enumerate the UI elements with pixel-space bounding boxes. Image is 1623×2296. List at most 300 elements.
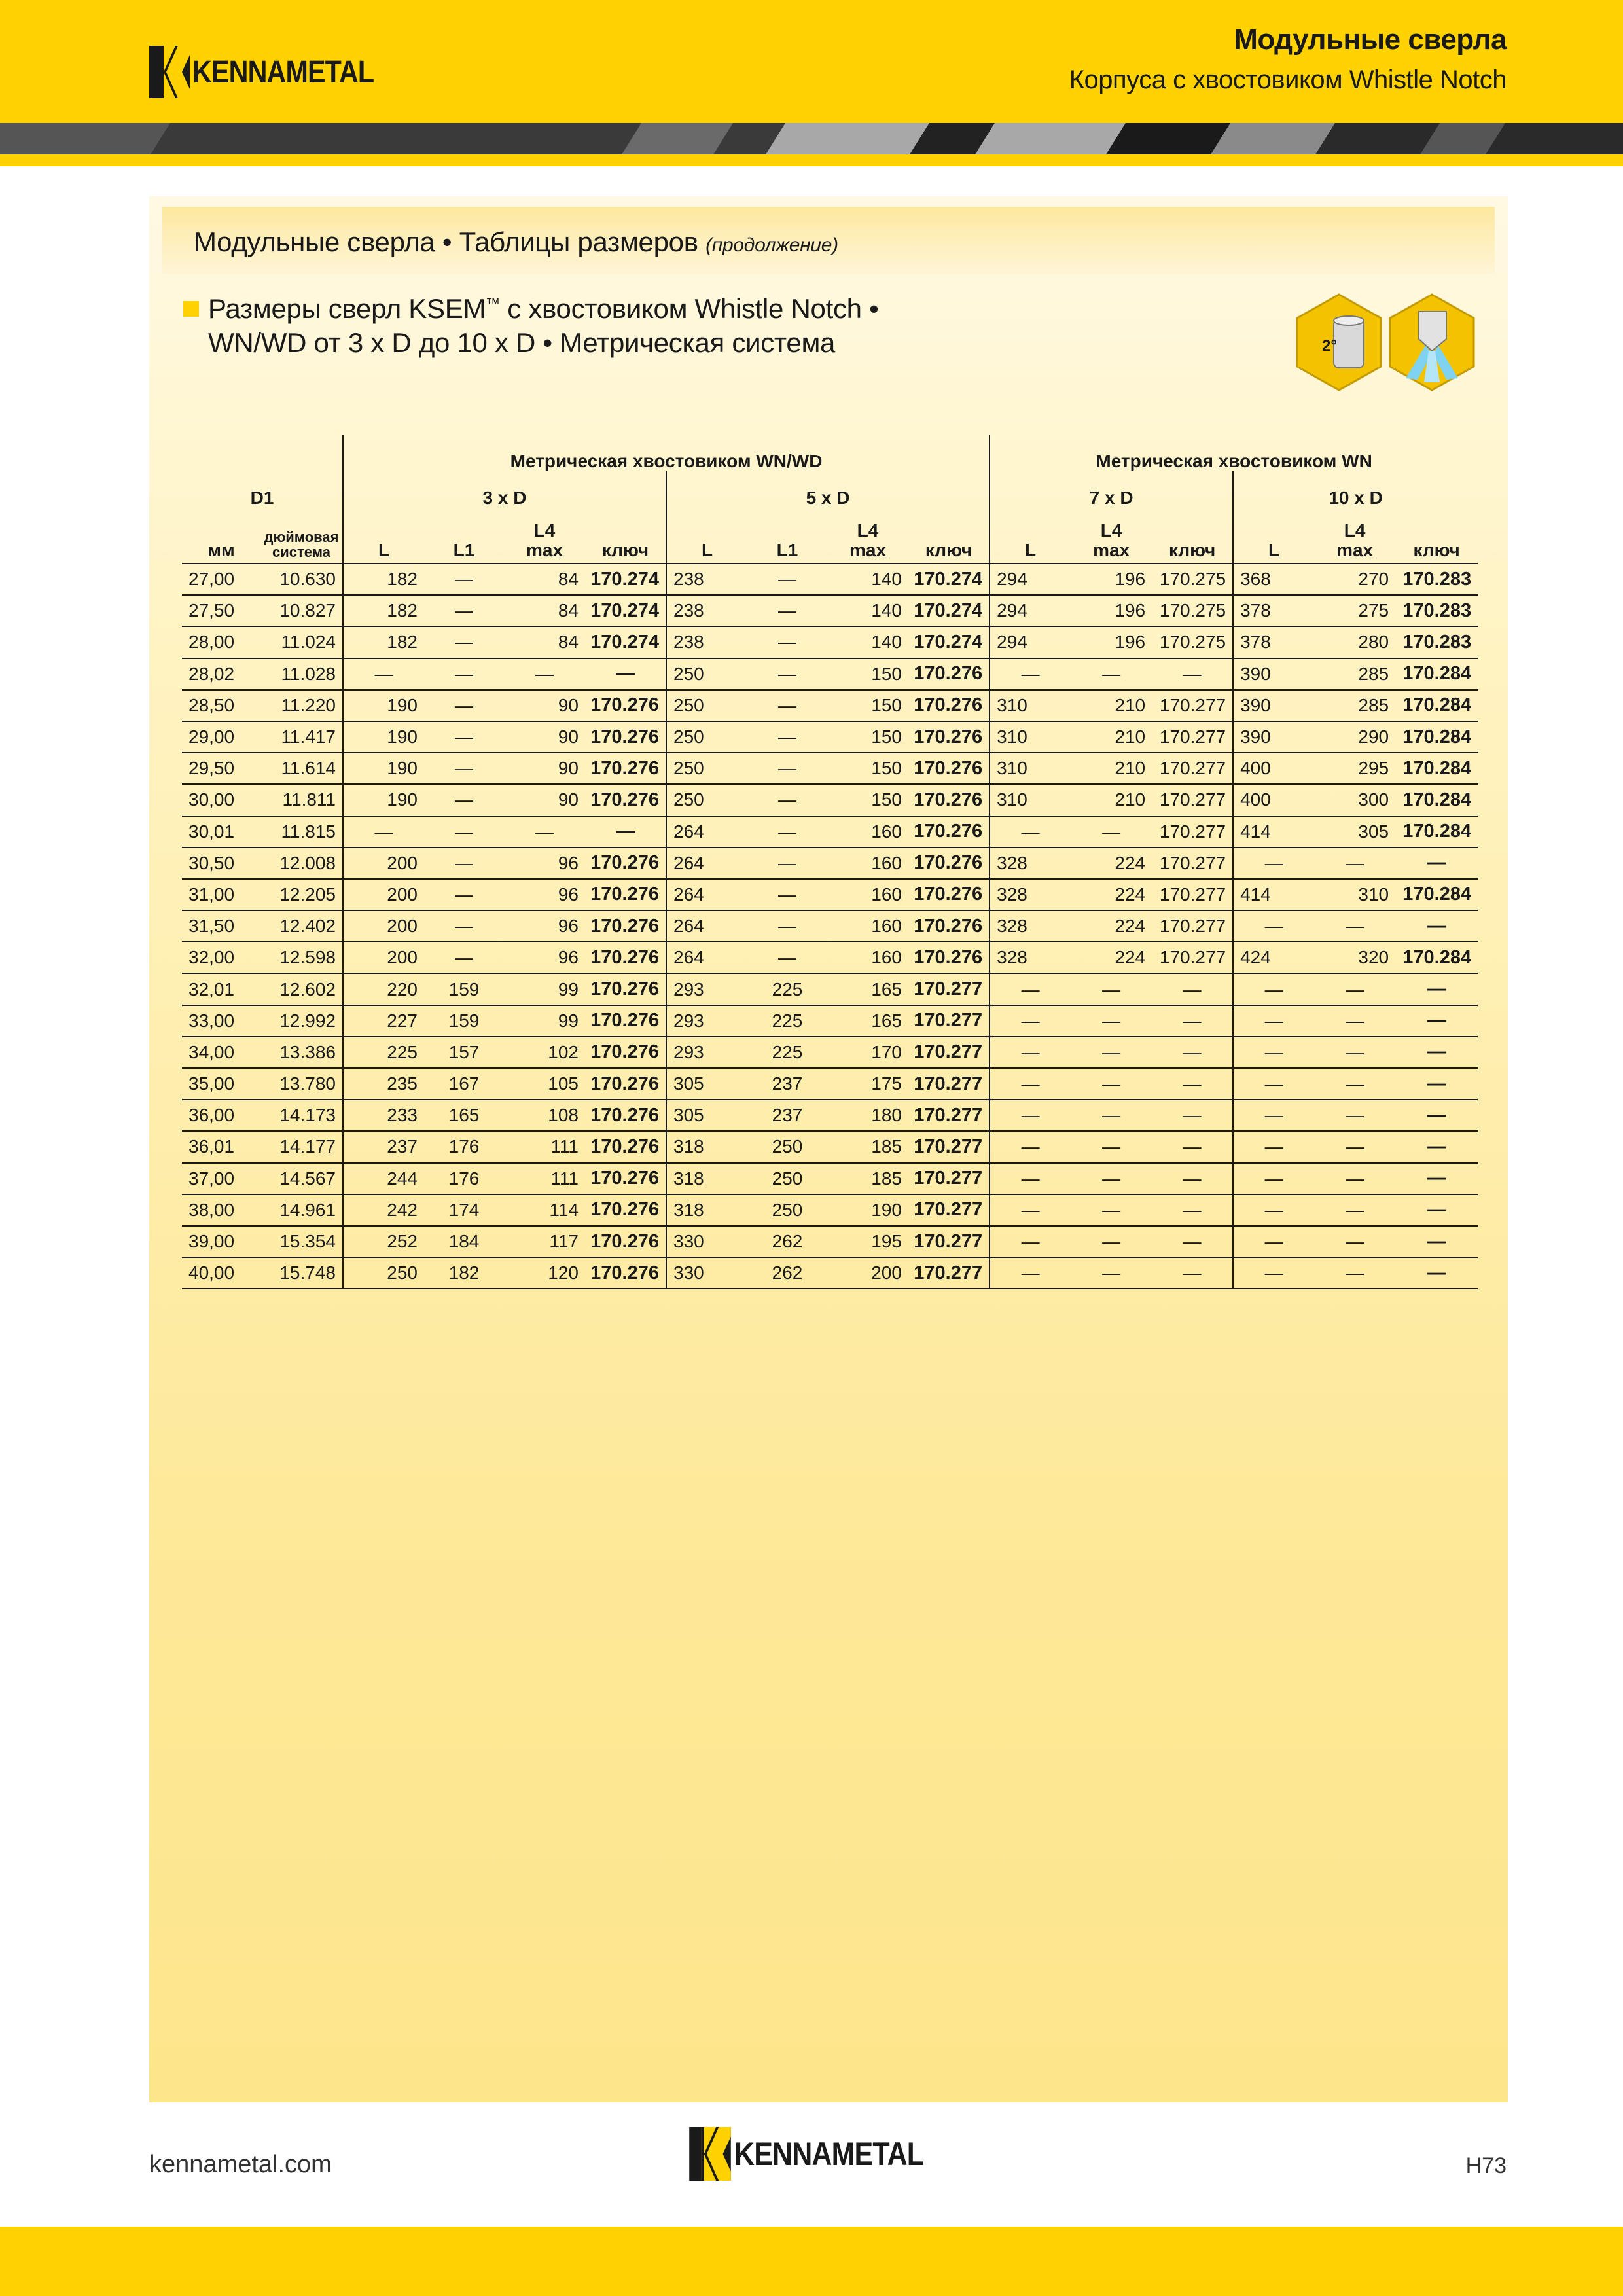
- col-7xd-L: L: [990, 508, 1071, 564]
- table-cell: —: [747, 721, 827, 753]
- table-cell: 31,00: [182, 879, 260, 910]
- table-cell: 111: [504, 1131, 585, 1162]
- table-cell: 196: [1071, 564, 1152, 595]
- table-cell: 225: [343, 1037, 424, 1068]
- table-cell: —: [1152, 1037, 1233, 1068]
- table-cell: 285: [1314, 690, 1395, 721]
- col-7xd-key: ключ: [1152, 508, 1233, 564]
- kennametal-logo: [149, 46, 403, 98]
- table-cell: 170: [827, 1037, 908, 1068]
- table-cell: —: [990, 1257, 1071, 1289]
- table-cell: 185: [827, 1163, 908, 1194]
- table-cell: —: [1071, 973, 1152, 1005]
- table-cell: 293: [666, 973, 747, 1005]
- col-inch-line1: дюймовая: [264, 528, 339, 545]
- table-cell: 414: [1233, 816, 1314, 848]
- table-row: [182, 721, 1478, 753]
- table-cell: 170.276: [908, 910, 990, 942]
- table-cell: 150: [827, 753, 908, 784]
- table-cell: 225: [747, 1005, 827, 1037]
- table-cell: 170.276: [585, 1131, 666, 1162]
- table-cell: 15.748: [260, 1257, 343, 1289]
- table-cell: —: [424, 721, 504, 753]
- table-cell: —: [1071, 1163, 1152, 1194]
- table-cell: —: [990, 658, 1071, 690]
- table-cell: 170.277: [908, 1257, 990, 1289]
- table-cell: —: [990, 1068, 1071, 1100]
- table-cell: 225: [747, 1037, 827, 1068]
- table-cell: —: [1071, 1100, 1152, 1131]
- table-cell: 170.276: [585, 879, 666, 910]
- table-cell: 12.602: [260, 973, 343, 1005]
- table-cell: 28,02: [182, 658, 260, 690]
- col-5xd-L: L: [666, 508, 747, 564]
- table-cell: 28,00: [182, 626, 260, 658]
- group-wnwd-header: Метрическая хвостовиком WN/WD: [343, 435, 990, 471]
- table-cell: 170.276: [908, 721, 990, 753]
- table-cell: —: [747, 942, 827, 973]
- table-cell: 170.284: [1395, 784, 1478, 816]
- 7xd-header: 7 x D: [990, 471, 1233, 508]
- table-cell: 318: [666, 1163, 747, 1194]
- table-cell: —: [1071, 816, 1152, 848]
- table-cell: 238: [666, 595, 747, 626]
- table-row: [182, 1163, 1478, 1194]
- table-cell: —: [343, 816, 424, 848]
- table-cell: 170.276: [585, 1068, 666, 1100]
- table-cell: 90: [504, 721, 585, 753]
- table-cell: 27,00: [182, 564, 260, 595]
- table-cell: 170.276: [908, 753, 990, 784]
- table-cell: 224: [1071, 910, 1152, 942]
- table-cell: —: [1395, 1068, 1478, 1100]
- table-cell: 250: [747, 1194, 827, 1226]
- header-stripe-accent: [0, 154, 1623, 166]
- col-L4-label: L4: [533, 520, 556, 541]
- table-cell: —: [585, 658, 666, 690]
- table-cell: —: [1395, 1163, 1478, 1194]
- table-cell: 170.277: [1152, 910, 1233, 942]
- table-cell: —: [504, 658, 585, 690]
- table-cell: 328: [990, 942, 1071, 973]
- table-cell: 182: [343, 626, 424, 658]
- table-cell: —: [747, 658, 827, 690]
- table-cell: 238: [666, 564, 747, 595]
- table-cell: —: [1395, 1257, 1478, 1289]
- table-cell: 233: [343, 1100, 424, 1131]
- page-header: [0, 0, 1623, 123]
- table-cell: —: [990, 1194, 1071, 1226]
- header-row-columns: [182, 508, 1478, 564]
- table-cell: —: [1071, 658, 1152, 690]
- table-cell: 11.614: [260, 753, 343, 784]
- table-cell: —: [1314, 910, 1395, 942]
- table-cell: —: [1152, 1131, 1233, 1162]
- table-row: [182, 973, 1478, 1005]
- table-row: [182, 942, 1478, 973]
- table-cell: 238: [666, 626, 747, 658]
- table-cell: —: [424, 784, 504, 816]
- table-cell: 330: [666, 1226, 747, 1257]
- table-cell: 29,50: [182, 753, 260, 784]
- table-cell: 96: [504, 942, 585, 973]
- table-cell: 14.961: [260, 1194, 343, 1226]
- table-cell: 90: [504, 784, 585, 816]
- table-cell: 31,50: [182, 910, 260, 942]
- table-cell: —: [1314, 973, 1395, 1005]
- table-cell: 200: [343, 942, 424, 973]
- table-cell: 294: [990, 595, 1071, 626]
- table-row: [182, 1226, 1478, 1257]
- table-cell: 170.277: [1152, 879, 1233, 910]
- table-cell: 37,00: [182, 1163, 260, 1194]
- table-cell: 264: [666, 816, 747, 848]
- header-stripe: [0, 123, 1623, 154]
- table-cell: 174: [424, 1194, 504, 1226]
- table-cell: —: [424, 690, 504, 721]
- table-cell: —: [747, 784, 827, 816]
- table-cell: —: [1071, 1194, 1152, 1226]
- table-cell: 84: [504, 564, 585, 595]
- table-cell: 190: [343, 784, 424, 816]
- table-cell: 140: [827, 564, 908, 595]
- table-cell: 170.277: [1152, 690, 1233, 721]
- table-cell: —: [1233, 848, 1314, 879]
- d1-header: D1: [250, 487, 274, 508]
- svg-text:2°: 2°: [1322, 337, 1337, 355]
- table-cell: 368: [1233, 564, 1314, 595]
- table-cell: —: [343, 658, 424, 690]
- table-cell: —: [1233, 910, 1314, 942]
- table-cell: —: [1314, 1005, 1395, 1037]
- table-row: [182, 816, 1478, 848]
- table-cell: 170.284: [1395, 690, 1478, 721]
- table-cell: 264: [666, 910, 747, 942]
- table-cell: —: [747, 910, 827, 942]
- table-cell: 117: [504, 1226, 585, 1257]
- table-body: [182, 564, 1478, 1289]
- table-cell: 29,00: [182, 721, 260, 753]
- table-cell: 182: [424, 1257, 504, 1289]
- table-cell: 328: [990, 910, 1071, 942]
- table-row: [182, 848, 1478, 879]
- table-cell: 170.276: [908, 848, 990, 879]
- table-cell: 170.276: [585, 690, 666, 721]
- table-cell: 170.276: [585, 753, 666, 784]
- header-row-groups: [182, 435, 1478, 471]
- table-row: [182, 1194, 1478, 1226]
- table-cell: 150: [827, 721, 908, 753]
- footer-url[interactable]: kennametal.com: [149, 2151, 332, 2178]
- col-10xd-L4: [1314, 508, 1395, 564]
- table-cell: —: [990, 816, 1071, 848]
- col-max-label: max: [849, 539, 887, 560]
- 10xd-header: 10 x D: [1233, 471, 1478, 508]
- table-cell: 235: [343, 1068, 424, 1100]
- table-cell: 11.024: [260, 626, 343, 658]
- dimensions-table-wrapper: [182, 435, 1478, 1289]
- dimensions-table: [182, 435, 1478, 1289]
- table-cell: —: [747, 690, 827, 721]
- table-cell: 250: [666, 690, 747, 721]
- table-row: [182, 564, 1478, 595]
- table-cell: 310: [990, 784, 1071, 816]
- table-cell: 30,50: [182, 848, 260, 879]
- table-cell: 160: [827, 816, 908, 848]
- table-cell: —: [1152, 1226, 1233, 1257]
- table-cell: —: [990, 1131, 1071, 1162]
- table-cell: 170.276: [908, 690, 990, 721]
- col-max-label: max: [526, 539, 563, 560]
- table-cell: 10.630: [260, 564, 343, 595]
- header-row-multiples: [182, 471, 1478, 508]
- table-cell: 210: [1071, 690, 1152, 721]
- table-cell: 190: [343, 721, 424, 753]
- blank-corner: [182, 435, 343, 471]
- table-cell: 160: [827, 879, 908, 910]
- table-cell: 310: [990, 753, 1071, 784]
- table-cell: —: [1314, 1100, 1395, 1131]
- table-cell: 220: [343, 973, 424, 1005]
- table-cell: 160: [827, 848, 908, 879]
- table-cell: 184: [424, 1226, 504, 1257]
- table-cell: 170.275: [1152, 595, 1233, 626]
- table-cell: 196: [1071, 626, 1152, 658]
- col-10xd-L: L: [1233, 508, 1314, 564]
- table-cell: 170.274: [908, 626, 990, 658]
- table-cell: —: [747, 816, 827, 848]
- table-cell: 294: [990, 626, 1071, 658]
- kennametal-k-mark-icon: [149, 46, 190, 98]
- heading-line-1: [208, 293, 878, 325]
- table-cell: 170.276: [585, 1005, 666, 1037]
- table-cell: 170.277: [908, 1226, 990, 1257]
- table-cell: 170.284: [1395, 753, 1478, 784]
- table-cell: 170.277: [1152, 784, 1233, 816]
- table-cell: 170.277: [1152, 816, 1233, 848]
- table-cell: 190: [343, 690, 424, 721]
- table-cell: 250: [747, 1163, 827, 1194]
- table-cell: —: [747, 595, 827, 626]
- heading-bullet-icon: [183, 301, 199, 317]
- table-row: [182, 595, 1478, 626]
- col-3xd-L1: L1: [424, 508, 504, 564]
- table-cell: 424: [1233, 942, 1314, 973]
- table-cell: 264: [666, 879, 747, 910]
- col-L4-label: L4: [1344, 520, 1366, 541]
- table-cell: 170.283: [1395, 564, 1478, 595]
- table-cell: 39,00: [182, 1226, 260, 1257]
- table-cell: —: [1233, 1257, 1314, 1289]
- decorative-stripe-pattern: [0, 123, 1623, 154]
- table-cell: 378: [1233, 595, 1314, 626]
- table-cell: 13.386: [260, 1037, 343, 1068]
- table-row: [182, 1257, 1478, 1289]
- table-cell: —: [1071, 1037, 1152, 1068]
- table-cell: 176: [424, 1131, 504, 1162]
- table-cell: 105: [504, 1068, 585, 1100]
- table-cell: 170.276: [585, 721, 666, 753]
- table-cell: 262: [747, 1257, 827, 1289]
- table-cell: 12.598: [260, 942, 343, 973]
- table-cell: 210: [1071, 721, 1152, 753]
- header-subtitle: Корпуса с хвостовиком Whistle Notch: [1069, 65, 1507, 94]
- table-cell: —: [1152, 1068, 1233, 1100]
- table-cell: 182: [343, 564, 424, 595]
- table-cell: 305: [1314, 816, 1395, 848]
- table-cell: 170.276: [585, 1163, 666, 1194]
- group-wn-header: Метрическая хвостовиком WN: [990, 435, 1478, 471]
- table-cell: —: [1395, 1037, 1478, 1068]
- table-cell: 175: [827, 1068, 908, 1100]
- table-cell: —: [424, 942, 504, 973]
- table-cell: 108: [504, 1100, 585, 1131]
- section-title: [194, 226, 838, 258]
- table-cell: 180: [827, 1100, 908, 1131]
- table-cell: 182: [343, 595, 424, 626]
- table-cell: 378: [1233, 626, 1314, 658]
- table-cell: 170.283: [1395, 595, 1478, 626]
- table-cell: 242: [343, 1194, 424, 1226]
- table-cell: —: [1314, 1131, 1395, 1162]
- table-cell: —: [1152, 1163, 1233, 1194]
- table-cell: —: [1071, 1005, 1152, 1037]
- table-cell: 11.028: [260, 658, 343, 690]
- table-cell: —: [747, 879, 827, 910]
- col-max-label: max: [1093, 539, 1130, 560]
- table-cell: —: [504, 816, 585, 848]
- table-cell: 90: [504, 753, 585, 784]
- table-cell: 111: [504, 1163, 585, 1194]
- col-inch-line2: система: [272, 544, 330, 561]
- table-row: [182, 1005, 1478, 1037]
- table-cell: 225: [747, 973, 827, 1005]
- table-cell: —: [1233, 1037, 1314, 1068]
- table-cell: —: [747, 753, 827, 784]
- table-cell: —: [1152, 658, 1233, 690]
- table-cell: 170.276: [908, 816, 990, 848]
- table-cell: 150: [827, 784, 908, 816]
- table-cell: 414: [1233, 879, 1314, 910]
- table-cell: —: [1071, 1131, 1152, 1162]
- kennametal-wordmark: KENNAMETAL: [192, 54, 374, 90]
- col-5xd-key: ключ: [908, 508, 990, 564]
- table-cell: 170.277: [908, 1037, 990, 1068]
- table-cell: 170.274: [585, 626, 666, 658]
- col-5xd-L4: [827, 508, 908, 564]
- table-cell: —: [990, 1100, 1071, 1131]
- table-cell: 150: [827, 658, 908, 690]
- table-cell: 170.277: [908, 1194, 990, 1226]
- trademark-sup: ™: [486, 295, 500, 312]
- table-cell: —: [1071, 1226, 1152, 1257]
- table-row: [182, 658, 1478, 690]
- section-continuation: (продолжение): [705, 234, 838, 256]
- table-cell: —: [585, 816, 666, 848]
- table-cell: 170.277: [908, 1131, 990, 1162]
- table-cell: —: [1233, 973, 1314, 1005]
- table-cell: 30,01: [182, 816, 260, 848]
- table-cell: 32,00: [182, 942, 260, 973]
- table-cell: 310: [990, 690, 1071, 721]
- table-cell: 160: [827, 942, 908, 973]
- table-cell: —: [1233, 1163, 1314, 1194]
- col-mm: мм: [182, 508, 260, 564]
- angle-2deg-icon: [1297, 295, 1381, 390]
- table-cell: 170.276: [585, 1194, 666, 1226]
- table-cell: —: [424, 658, 504, 690]
- table-cell: 196: [1071, 595, 1152, 626]
- table-cell: 36,01: [182, 1131, 260, 1162]
- table-cell: 140: [827, 626, 908, 658]
- table-cell: —: [1314, 1226, 1395, 1257]
- table-cell: —: [1314, 848, 1395, 879]
- table-cell: —: [424, 848, 504, 879]
- table-cell: —: [1395, 973, 1478, 1005]
- table-cell: 14.173: [260, 1100, 343, 1131]
- table-cell: 305: [666, 1100, 747, 1131]
- table-cell: 11.811: [260, 784, 343, 816]
- table-cell: 293: [666, 1037, 747, 1068]
- table-cell: —: [1233, 1194, 1314, 1226]
- footer-bar: [0, 2227, 1623, 2296]
- table-cell: 310: [1314, 879, 1395, 910]
- table-cell: 275: [1314, 595, 1395, 626]
- table-cell: 140: [827, 595, 908, 626]
- table-cell: 14.177: [260, 1131, 343, 1162]
- table-cell: —: [1152, 1194, 1233, 1226]
- table-cell: 270: [1314, 564, 1395, 595]
- table-cell: 290: [1314, 721, 1395, 753]
- table-cell: 295: [1314, 753, 1395, 784]
- table-cell: 157: [424, 1037, 504, 1068]
- col-L4-label: L4: [1100, 520, 1122, 541]
- table-row: [182, 690, 1478, 721]
- table-cell: 328: [990, 848, 1071, 879]
- table-cell: 170.284: [1395, 879, 1478, 910]
- table-cell: —: [424, 626, 504, 658]
- table-cell: 400: [1233, 784, 1314, 816]
- table-cell: 210: [1071, 753, 1152, 784]
- header-title: Модульные сверла: [1234, 24, 1507, 56]
- table-cell: 190: [827, 1194, 908, 1226]
- table-cell: 190: [343, 753, 424, 784]
- kennametal-wordmark: KENNAMETAL: [734, 2136, 924, 2172]
- table-cell: 165: [827, 1005, 908, 1037]
- table-row: [182, 626, 1478, 658]
- table-cell: 165: [827, 973, 908, 1005]
- table-cell: 185: [827, 1131, 908, 1162]
- table-cell: 99: [504, 973, 585, 1005]
- table-cell: 170.276: [585, 1037, 666, 1068]
- table-cell: 293: [666, 1005, 747, 1037]
- table-cell: 102: [504, 1037, 585, 1068]
- table-cell: 318: [666, 1131, 747, 1162]
- page-number: H73: [1465, 2153, 1507, 2178]
- table-cell: —: [1233, 1068, 1314, 1100]
- table-cell: 15.354: [260, 1226, 343, 1257]
- table-cell: 176: [424, 1163, 504, 1194]
- table-cell: 300: [1314, 784, 1395, 816]
- table-cell: —: [424, 879, 504, 910]
- table-cell: 250: [343, 1257, 424, 1289]
- table-cell: 170.274: [908, 595, 990, 626]
- table-cell: 170.277: [1152, 721, 1233, 753]
- table-cell: 35,00: [182, 1068, 260, 1100]
- table-cell: —: [990, 1226, 1071, 1257]
- table-cell: —: [747, 626, 827, 658]
- table-cell: 210: [1071, 784, 1152, 816]
